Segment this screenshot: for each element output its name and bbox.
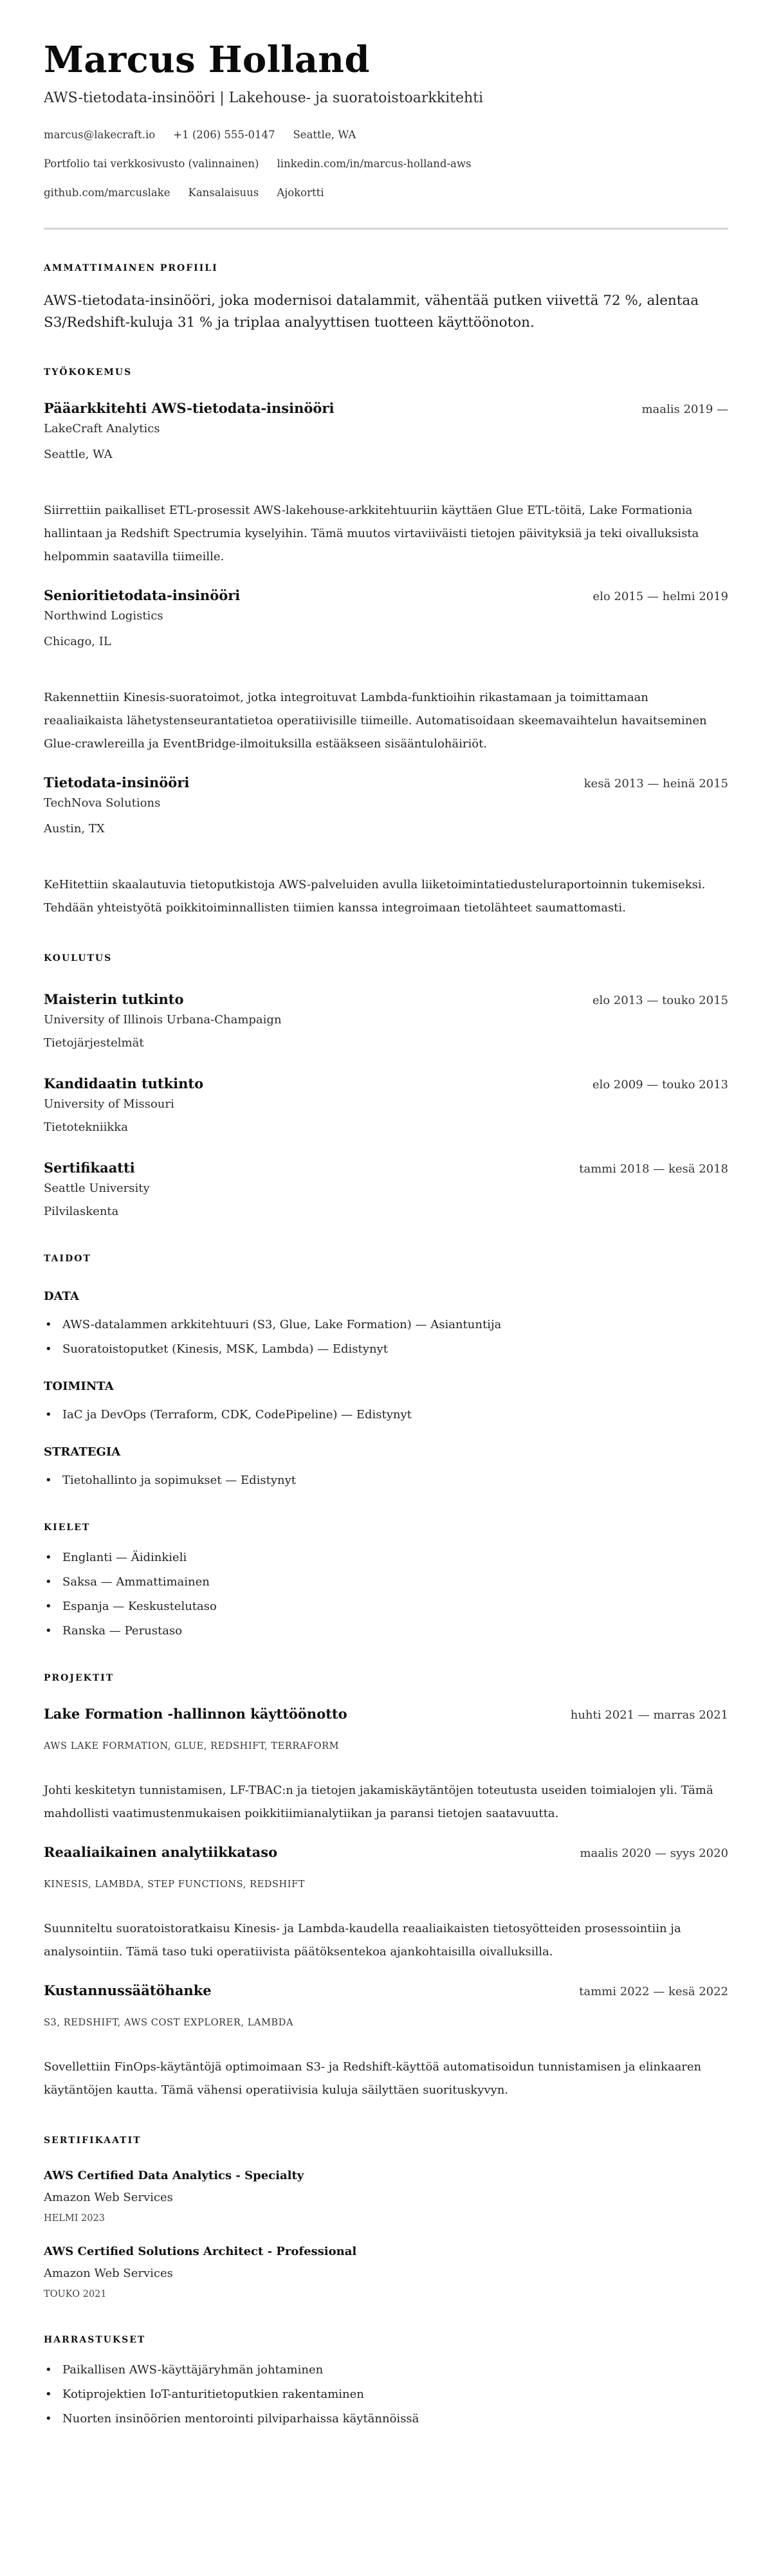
project-name: Lake Formation -hallinnon käyttöönotto: [44, 1706, 347, 1722]
skill-item: • Tietohallinto ja sopimukset — Edistynyt: [44, 1472, 728, 1489]
job-description: Siirrettiin paikalliset ETL-prosessit AWS-lakehouse-arkkitehtuuriin käyttäen Glue ETL-töitä, Lake Formationia hallintaan ja Redshift Spectrumia kyselyihin. Tämä muutos virtaviiväisti tietojen päivityksiä ja teki oivalluksista helpommin saatavilla tiimeille.: [44, 504, 699, 563]
job-title: Pääarkkitehti AWS-tietodata-insinööri: [44, 400, 335, 416]
project-description: Suunniteltu suoratoistoratkaisu Kinesis- ja Lambda-kaudella reaaliaikaisten tietosyötteiden prosessointiin ja analysointiin. Tämä taso tuki operatiivista päätöksentekoa ajankohtaisilla oivalluksilla.: [44, 1922, 681, 1959]
certification-issuer: Amazon Web Services: [44, 2267, 173, 2280]
contact-drivers-license: Ajokortti: [277, 187, 324, 199]
experience-entry: [44, 774, 728, 920]
job-dates: kesä 2013 — heinä 2015: [584, 777, 728, 790]
job-location: Austin, TX: [44, 822, 105, 836]
projects-section: [44, 1672, 728, 2102]
profile-summary: AWS-tietodata-insinööri, joka modernisoi datalammit, vähentää putken viivettä 72 %, alentaa S3/Redshift-kuluja 31 % ja triplaa analyyttisen tuotteen käyttöönoton.: [44, 293, 699, 331]
language-list: [44, 1549, 728, 1640]
project-entry: [44, 1705, 728, 1825]
contact-phone[interactable]: +1 (206) 555-0147: [173, 129, 275, 141]
interest-item: • Paikallisen AWS-käyttäjäryhmän johtaminen: [44, 2362, 728, 2379]
company-name: TechNova Solutions: [44, 796, 161, 810]
contact-row: [44, 156, 728, 172]
experience-entry: [44, 399, 728, 569]
degree-title: Kandidaatin tutkinto: [44, 1075, 204, 1092]
skill-list: [44, 1407, 728, 1423]
section-title: HARRASTUKSET: [44, 2335, 146, 2345]
section-title: PROJEKTIT: [44, 1673, 115, 1683]
job-dates: elo 2015 — helmi 2019: [593, 590, 728, 603]
contact-portfolio[interactable]: Portfolio tai verkkosivusto (valinnainen): [44, 158, 259, 170]
certification-name: AWS Certified Solutions Architect - Professional: [44, 2245, 357, 2258]
education-section: [44, 952, 728, 1220]
interests-section: [44, 2334, 728, 2427]
degree-title: Maisterin tutkinto: [44, 991, 184, 1007]
job-description: KeHitettiin skaalautuvia tietoputkistoja AWS-palveluiden avulla liiketoimintatiedusteluraportoinnin tukemiseksi. Tehdään yhteistyötä poikkitoiminnallisten tiimien kanssa integroimaan tietolähteet saumattomasti.: [44, 878, 706, 915]
certification-name: AWS Certified Data Analytics - Specialty: [44, 2169, 304, 2182]
experience-entry: [44, 587, 728, 756]
skill-item: • IaC ja DevOps (Terraform, CDK, CodePipeline) — Edistynyt: [44, 1407, 728, 1423]
field-of-study: Tietotekniikka: [44, 1120, 128, 1134]
skill-category-title: DATA: [44, 1290, 79, 1303]
contact-location: Seattle, WA: [293, 129, 356, 141]
interest-list: [44, 2362, 728, 2427]
job-description: Rakennettiin Kinesis-suoratoimot, jotka integroituvat Lambda-funktioihin rikastamaan ja toimittamaan reaaliaikaista lähetystenseurantatietoa operatiivisille tiimeille. Automatisoidaan skeemavaihtelun havaitseminen Glue-crawlereilla ja EventBridge-ilmoituksilla estääkseen sisääntulohäiriöt.: [44, 691, 707, 751]
school-name: University of Illinois Urbana-Champaign: [44, 1013, 282, 1027]
section-title: SERTIFIKAATIT: [44, 2135, 142, 2146]
degree-title: Sertifikaatti: [44, 1160, 135, 1176]
contact-linkedin[interactable]: linkedin.com/in/marcus-holland-aws: [277, 158, 472, 170]
certification-date: HELMI 2023: [44, 2213, 105, 2224]
job-title: Tietodata-insinööri: [44, 774, 190, 790]
interest-item: • Nuorten insinöörien mentorointi pilviparhaissa käytännöissä: [44, 2411, 728, 2427]
job-location: Chicago, IL: [44, 635, 111, 648]
certifications-section: [44, 2134, 728, 2301]
company-name: Northwind Logistics: [44, 609, 163, 623]
language-item: • Ranska — Perustaso: [44, 1623, 728, 1640]
education-entry: [44, 1075, 728, 1136]
skill-list: [44, 1317, 728, 1358]
project-name: Reaaliaikainen analytiikkataso: [44, 1844, 278, 1860]
project-name: Kustannussäätöhanke: [44, 1982, 212, 1998]
education-entry: [44, 1159, 728, 1220]
skill-category-title: TOIMINTA: [44, 1380, 114, 1393]
contact-row: [44, 185, 728, 201]
experience-section: [44, 366, 728, 920]
school-name: Seattle University: [44, 1182, 150, 1195]
education-dates: tammi 2018 — kesä 2018: [579, 1162, 728, 1176]
section-title: TAIDOT: [44, 1254, 91, 1264]
project-description: Johti keskitetyn tunnistamisen, LF-TBAC:n ja tietojen jakamiskäytäntöjen toteutusta useiden toimialojen yli. Tämä mahdollisti vaatimustenmukaisen poikkitiimianalytiikan ja paransi tietojen saatavuutta.: [44, 1784, 713, 1820]
interest-item: • Kotiprojektien IoT-anturitietoputkien rakentaminen: [44, 2386, 728, 2403]
language-item: • Saksa — Ammattimainen: [44, 1574, 728, 1591]
candidate-headline: AWS-tietodata-insinööri | Lakehouse- ja suoratoistoarkkitehti: [44, 90, 484, 106]
certification-entry: [44, 2243, 728, 2301]
certification-entry: [44, 2168, 728, 2225]
project-description: Sovellettiin FinOps-käytäntöjä optimoimaan S3- ja Redshift-käyttöä automatisoidun tunnistamisen ja elinkaaren käytäntöjen kautta. Tämä vähensi operatiivisia kuluja säilyttäen suorituskyvyn.: [44, 2060, 702, 2097]
certification-issuer: Amazon Web Services: [44, 2191, 173, 2204]
skills-section: [44, 1252, 728, 1489]
contact-email[interactable]: marcus@lakecraft.io: [44, 129, 156, 141]
field-of-study: Pilvilaskenta: [44, 1205, 119, 1218]
project-tech-stack: KINESIS, LAMBDA, STEP FUNCTIONS, REDSHIFT: [44, 1879, 306, 1890]
education-entry: [44, 991, 728, 1052]
project-entry: [44, 1843, 728, 1964]
languages-section: [44, 1521, 728, 1640]
section-title: TYÖKOKEMUS: [44, 367, 133, 378]
language-item: • Espanja — Keskustelutaso: [44, 1598, 728, 1615]
field-of-study: Tietojärjestelmät: [44, 1036, 144, 1050]
language-item: • Englanti — Äidinkieli: [44, 1549, 728, 1566]
certification-date: TOUKO 2021: [44, 2289, 107, 2299]
skill-category-title: STRATEGIA: [44, 1445, 121, 1459]
section-title: KIELET: [44, 1522, 91, 1533]
skill-item: • AWS-datalammen arkkitehtuuri (S3, Glue, Lake Formation) — Asiantuntija: [44, 1317, 728, 1333]
project-tech-stack: S3, REDSHIFT, AWS COST EXPLORER, LAMBDA: [44, 2018, 294, 2028]
header-divider: [44, 228, 728, 230]
school-name: University of Missouri: [44, 1097, 174, 1111]
skill-list: [44, 1472, 728, 1489]
contact-citizenship: Kansalaisuus: [188, 187, 259, 199]
contact-github[interactable]: github.com/marcuslake: [44, 187, 170, 199]
job-location: Seattle, WA: [44, 448, 113, 461]
project-dates: tammi 2022 — kesä 2022: [579, 1985, 728, 1998]
job-title: Senioritietodata-insinööri: [44, 587, 241, 603]
skill-item: • Suoratoistoputket (Kinesis, MSK, Lambda) — Edistynyt: [44, 1341, 728, 1358]
education-dates: elo 2009 — touko 2013: [592, 1078, 728, 1092]
project-tech-stack: AWS LAKE FORMATION, GLUE, REDSHIFT, TERRAFORM: [44, 1741, 340, 1751]
section-title: AMMATTIMAINEN PROFIILI: [44, 263, 218, 273]
education-dates: elo 2013 — touko 2015: [592, 994, 728, 1007]
contact-row: [44, 127, 728, 143]
candidate-name: Marcus Holland: [44, 39, 370, 81]
job-dates: maalis 2019 —: [641, 403, 728, 416]
project-entry: [44, 1982, 728, 2102]
profile-section: [44, 262, 728, 334]
resume-header: [44, 40, 728, 230]
company-name: LakeCraft Analytics: [44, 422, 160, 435]
section-title: KOULUTUS: [44, 953, 113, 964]
project-dates: huhti 2021 — marras 2021: [570, 1708, 728, 1722]
project-dates: maalis 2020 — syys 2020: [580, 1847, 728, 1860]
